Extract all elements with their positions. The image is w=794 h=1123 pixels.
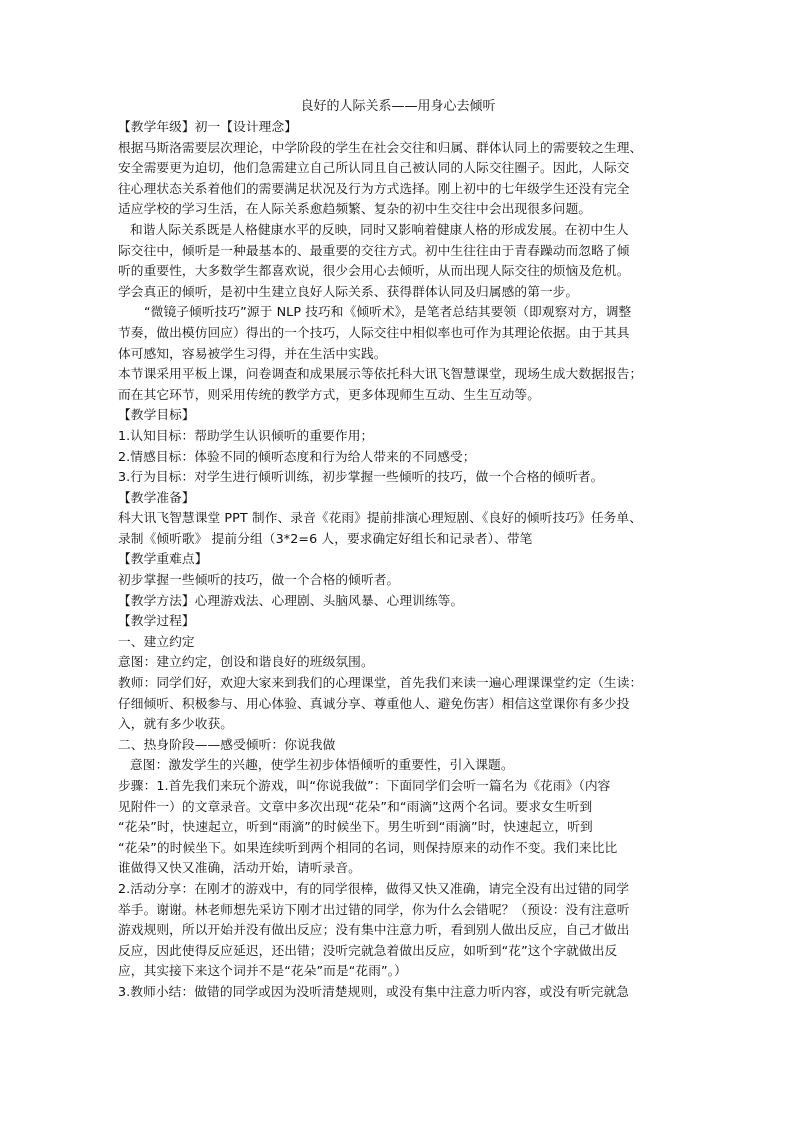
text-line: 二、热身阶段——感受倾听：你说我做 [118, 736, 336, 752]
text-line: 应，其实接下来这个词并不是“花朵”而是“花雨”。） [118, 963, 407, 979]
text-line: 意图：建立约定，创设和谐良好的班级氛围。 [118, 654, 374, 670]
text-line: 仔细倾听、积极参与、用心体验、真诚分享、尊重他人、避免伤害）相信这堂课你有多少投 [118, 695, 630, 711]
text-line: 际交往中，倾听是一种最基本的、最重要的交往方式。初中生往往由于青春躁动而忽略了倾 [118, 242, 630, 258]
text-line: 适应学校的学习生活，在人际关系愈趋频繁、复杂的初中生交往中会出现很多问题。 [118, 201, 592, 217]
text-line: 而在其它环节，则采用传统的教学方式，更多体现师生互动、生生互动等。 [118, 386, 540, 402]
text-line: 本节课采用平板上课，问卷调查和成果展示等依托科大讯飞智慧课堂，现场生成大数据报告； [118, 366, 643, 382]
text-line: 安全需要更为迫切，他们急需建立自己所认同且自己被认同的人际交往圈子。因此，人际交 [118, 160, 630, 176]
text-line: 入，就有多少收获。 [118, 716, 234, 732]
text-line: 科大讯飞智慧课堂 PPT 制作、录音《花雨》提前排演心理短剧、《良好的倾听技巧》任务单、 [118, 510, 642, 526]
text-line: 录制《倾听歌》 提前分组（3*2=6 人，要求确定好组长和记录者）、带笔 [118, 530, 533, 546]
text-line: 往心理状态关系着他们的需要满足状况及行为方式选择。刚上初中的七年级学生还没有完全 [118, 180, 630, 196]
text-line: 意图：激发学生的兴趣，使学生初步体悟倾听的重要性，引入课题。 [130, 757, 514, 773]
document-body [118, 117, 678, 1003]
text-line: 谁做得又快又准确，活动开始，请听录音。 [118, 860, 361, 876]
text-line: “花朵”的时候坐下。如果连续听到两个相同的名词，则保持原来的动作不变。我们来比比 [118, 839, 618, 855]
text-line: 根据马斯洛需要层次理论，中学阶段的学生在社会交往和归属、群体认同上的需要较之生理、 [118, 139, 643, 155]
text-line: 【教学年级】初一【设计理念】 [118, 119, 298, 134]
text-line: 3.教师小结：做错的同学或因为没听清楚规则，或没有集中注意力听内容，或没有听完就急 [118, 983, 630, 999]
text-line: 初步掌握一些倾听的技巧，做一个合格的倾听者。 [118, 572, 400, 588]
text-line: 1.认知目标：帮助学生认识倾听的重要作用； [118, 427, 374, 443]
text-line: 学会真正的倾听，是初中生建立良好人际关系、获得群体认同及归属感的第一步。 [118, 283, 579, 299]
text-line: 教师：同学们好，欢迎大家来到我们的心理课堂，首先我们来读一遍心理课课堂约定（生读： [118, 675, 643, 691]
text-line: 【教学方法】心理游戏法、心理剧、头脑风暴、心理训练等。 [118, 592, 464, 608]
text-line: 一、建立约定 [118, 633, 195, 649]
document-page [118, 97, 678, 1003]
text-line: 听的重要性，大多数学生都喜欢说，很少会用心去倾听，从而出现人际交往的烦恼及危机。 [118, 263, 630, 279]
text-line: 反应，因此使得反应延迟，还出错；没听完就急着做出反应，如听到“花”这个字就做出反 [118, 942, 618, 958]
text-line: 【教学过程】 [118, 613, 195, 629]
document-title: 良好的人际关系——用身心去倾听 [300, 99, 496, 114]
text-line: 步骤：1.首先我们来玩个游戏，叫“你说我做”：下面同学们会听一篇名为《花雨》（内容 [118, 778, 611, 793]
text-line: 【教学准备】 [118, 489, 195, 505]
text-line: 游戏规则，所以开始并没有做出反应；没有集中注意力听，看到别人做出反应，自己才做出 [118, 922, 630, 938]
text-line: 3.行为目标：对学生进行倾听训练，初步掌握一些倾听的技巧，做一个合格的倾听者。 [118, 469, 604, 485]
text-line: 和谐人际关系既是人格健康水平的反映，同时又影响着健康人格的形成发展。在初中生人 [130, 221, 629, 237]
text-line: 2.活动分享：在刚才的游戏中，有的同学很棒，做得又快又准确，请完全没有出过错的同学 [118, 880, 630, 896]
text-line: 体可感知，容易被学生习得，并在生活中实践。 [118, 345, 387, 361]
text-line: 见附件一）的文章录音。文章中多次出现“花朵”和“雨滴”这两个名词。要求女生听到 [118, 798, 593, 814]
text-line: 【教学重难点】 [118, 551, 208, 567]
text-line: 举手。谢谢。林老师想先采访下刚才出过错的同学，你为什么会错呢？（预设：没有注意听 [118, 901, 630, 917]
text-line: “花朵”时，快速起立，听到“雨滴”的时候坐下。男生听到“雨滴”时，快速起立，听到 [118, 819, 593, 835]
text-line: 节奏，做出模仿回应）得出的一个技巧，人际交往中相似率也可作为其理论依据。由于其具 [118, 324, 630, 340]
text-line: 【教学目标】 [118, 407, 195, 423]
text-line: 2.情感目标：体验不同的倾听态度和行为给人带来的不同感受； [118, 448, 476, 464]
text-line: “微镜子倾听技巧”源于 NLP 技巧和《倾听术》，是笔者总结其要领（即观察对方，调整 [144, 304, 632, 320]
